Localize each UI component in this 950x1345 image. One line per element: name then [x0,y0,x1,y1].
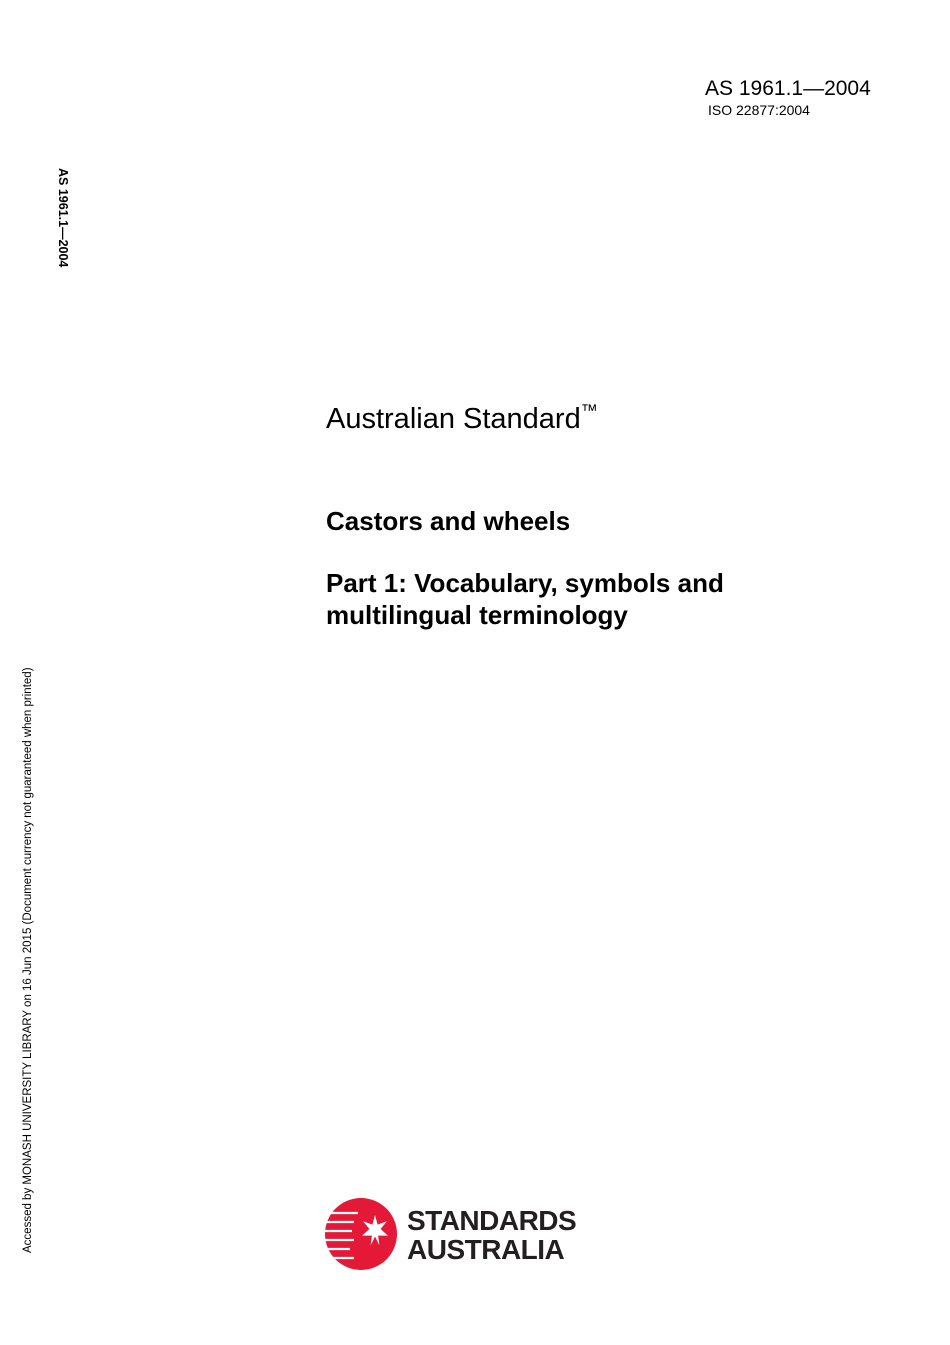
logo-wordmark [407,1206,576,1264]
standards-australia-logo [324,1197,584,1271]
standard-number: AS 1961.1—2004 [705,77,871,100]
standard-type-text: Australian Standard [326,403,581,435]
document-title: Castors and wheels [326,506,571,536]
logo-line-australia: AUSTRALIA [407,1234,565,1265]
logo-star-icon [324,1197,398,1271]
standard-type-heading [326,401,598,437]
iso-number: ISO 22877:2004 [708,102,810,118]
part-title: Part 1: Vocabulary, symbols and multilingual terminology [326,568,724,630]
logo-line-standards: STANDARDS [407,1205,577,1236]
spine-label: AS 1961.1—2004 [56,168,70,268]
access-watermark: Accessed by MONASH UNIVERSITY LIBRARY on 16 Jun 2015 (Document currency not guaranteed when printed) [22,667,34,1253]
trademark-symbol: ™ [580,401,598,420]
